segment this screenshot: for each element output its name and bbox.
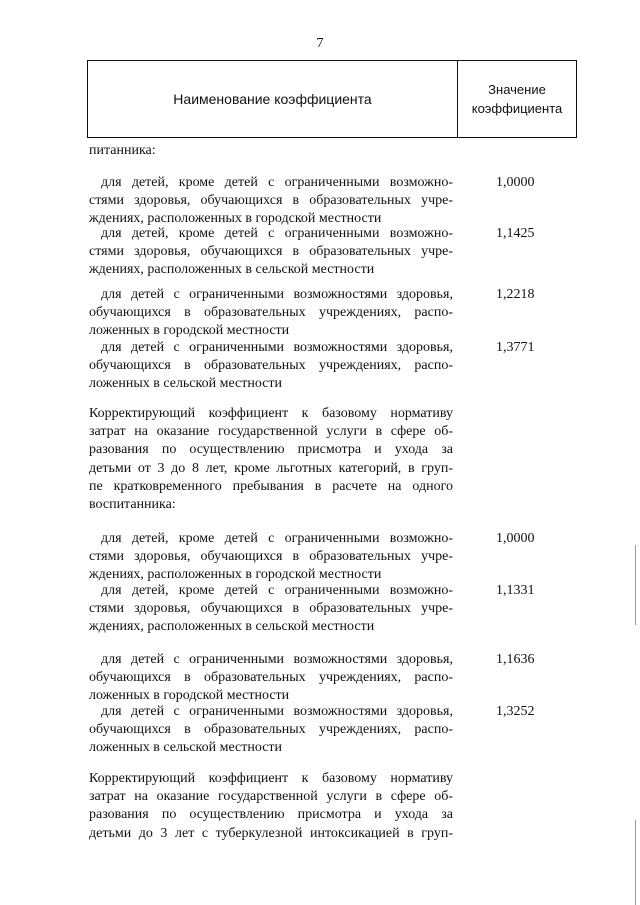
text-line: для детей, кроме детей с ограниченными возможно- bbox=[101, 583, 453, 598]
section1-item-3 bbox=[89, 339, 453, 394]
text-line: стями здоровья, обучающихся в образовательных учре- bbox=[89, 601, 453, 617]
text-line: ждениях, расположенных в городской местности bbox=[89, 211, 382, 227]
text-line: для детей с ограниченными возможностями здоровья, bbox=[101, 340, 453, 355]
text-line: детьми до 3 лет с туберкулезной интоксикацией в груп- bbox=[89, 825, 453, 841]
text-line: для детей, кроме детей с ограниченными возможно- bbox=[101, 175, 453, 190]
paragraph2 bbox=[89, 405, 453, 514]
scan-edge-mark bbox=[635, 545, 636, 625]
text-line: детьми от 3 до 8 лет, кроме льготных категорий, в груп- bbox=[89, 460, 453, 476]
text-line: стями здоровья, обучающихся в образовательных учре- bbox=[89, 193, 453, 209]
intro-tail: питанника: bbox=[89, 143, 156, 158]
section1-value-0: 1,0000 bbox=[496, 175, 535, 190]
section2-item-1 bbox=[89, 582, 453, 637]
text-line: ложенных в городской местности bbox=[89, 688, 290, 704]
text-line: ложенных в сельской местности bbox=[89, 376, 283, 392]
text-line: ждениях, расположенных в сельской местности bbox=[89, 619, 375, 635]
page-number: 7 bbox=[316, 36, 324, 51]
text-line: ложенных в сельской местности bbox=[89, 740, 283, 756]
text-line: ждениях, расположенных в городской местности bbox=[89, 567, 382, 583]
scan-edge-mark bbox=[635, 820, 636, 905]
section1-item-2 bbox=[89, 286, 453, 341]
text-line: обучающихся в образовательных учреждениях, распо- bbox=[89, 358, 453, 374]
section2-value-2: 1,1636 bbox=[496, 652, 535, 667]
text-line: обучающихся в образовательных учреждениях, распо- bbox=[89, 305, 453, 321]
text-line: затрат на оказание государственной услуги в сфере об- bbox=[89, 424, 453, 440]
text-line: пе кратковременного пребывания в расчете на одного bbox=[89, 478, 453, 494]
text-line: воспитанника: bbox=[89, 496, 176, 512]
text-line: для детей с ограниченными возможностями здоровья, bbox=[101, 704, 453, 719]
text-line: обучающихся в образовательных учреждениях, распо- bbox=[89, 722, 453, 738]
text-line: ложенных в городской местности bbox=[89, 323, 290, 339]
text-line: разования по осуществлению присмотра и ухода за bbox=[89, 442, 453, 458]
text-line: затрат на оказание государственной услуги в сфере об- bbox=[89, 789, 453, 805]
paragraph3 bbox=[89, 770, 453, 843]
text-line: Корректирующий коэффициент к базовому нормативу bbox=[89, 771, 453, 786]
text-line: стями здоровья, обучающихся в образовательных учре- bbox=[89, 549, 453, 565]
section2-item-3 bbox=[89, 703, 453, 758]
header-value-column: Значение коэффициента bbox=[471, 82, 563, 116]
text-line: стями здоровья, обучающихся в образовательных учре- bbox=[89, 244, 453, 260]
text-line: обучающихся в образовательных учреждениях, распо- bbox=[89, 670, 453, 686]
header-name-column: Наименование коэффициента bbox=[88, 61, 458, 137]
text-line: Корректирующий коэффициент к базовому нормативу bbox=[89, 406, 453, 421]
text-line: для детей с ограниченными возможностями здоровья, bbox=[101, 652, 453, 667]
section2-item-2 bbox=[89, 651, 453, 706]
header-table bbox=[87, 60, 577, 138]
text-line: для детей, кроме детей с ограниченными возможно- bbox=[101, 531, 453, 546]
section2-value-0: 1,0000 bbox=[496, 531, 535, 546]
section1-item-0 bbox=[89, 174, 453, 229]
section2-value-3: 1,3252 bbox=[496, 704, 535, 719]
section2-value-1: 1,1331 bbox=[496, 583, 535, 598]
section1-item-1 bbox=[89, 225, 453, 280]
text-line: для детей с ограниченными возможностями здоровья, bbox=[101, 287, 453, 302]
text-line: для детей, кроме детей с ограниченными возможно- bbox=[101, 226, 453, 241]
section1-value-1: 1,1425 bbox=[496, 226, 535, 241]
text-line: ждениях, расположенных в сельской местности bbox=[89, 262, 375, 278]
text-line: разования по осуществлению присмотра и ухода за bbox=[89, 807, 453, 823]
section2-item-0 bbox=[89, 530, 453, 585]
section1-value-2: 1,2218 bbox=[496, 287, 535, 302]
section1-value-3: 1,3771 bbox=[496, 340, 535, 355]
